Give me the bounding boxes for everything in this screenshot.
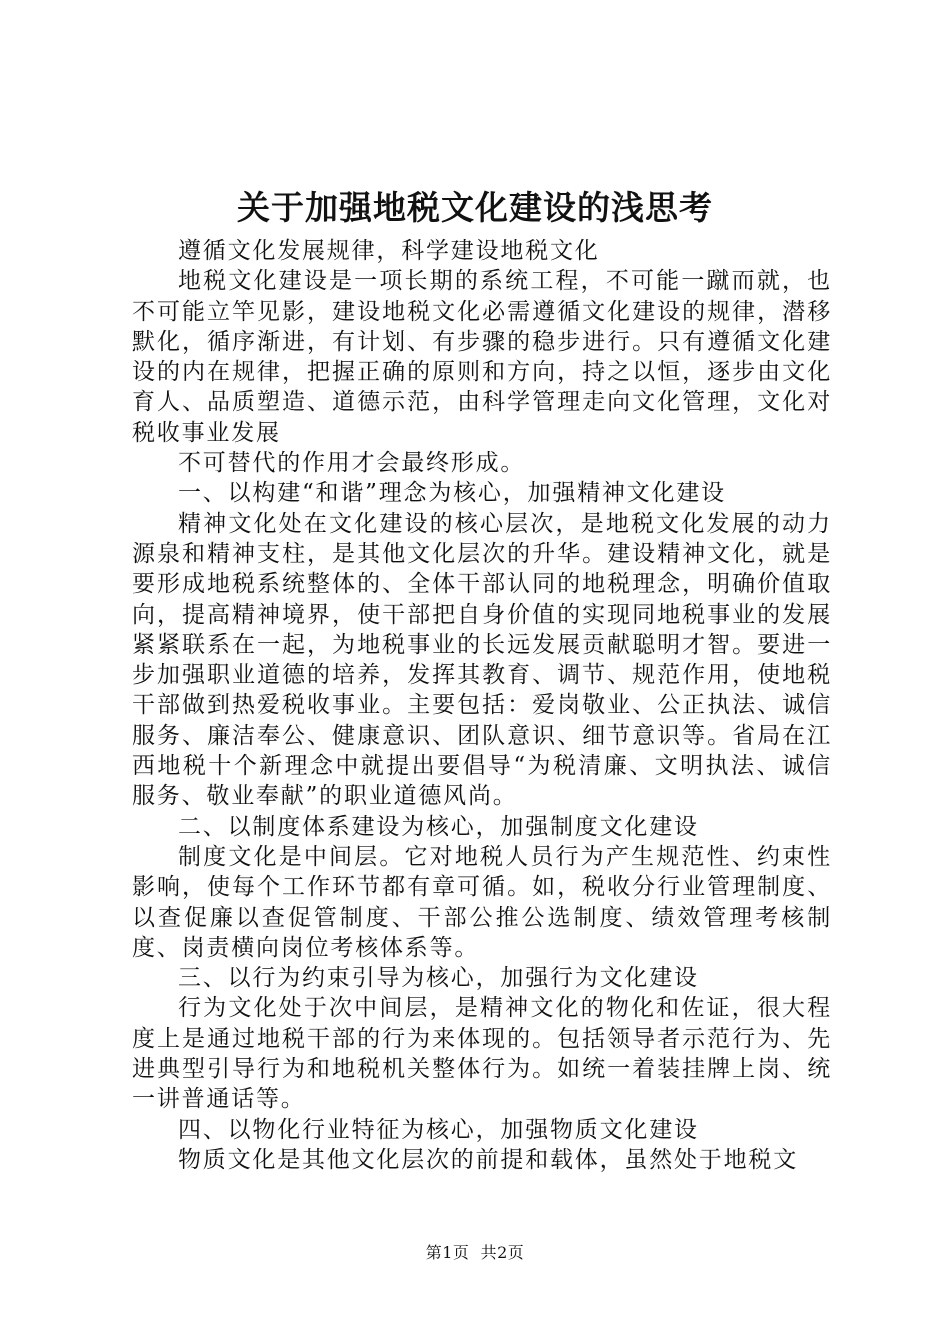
- document-title: 关于加强地税文化建设的浅思考: [237, 188, 713, 227]
- section-heading-2: 二、以制度体系建设为核心，加强制度文化建设: [178, 813, 699, 840]
- section-heading-3: 三、以行为约束引导为核心，加强行为文化建设: [178, 965, 699, 992]
- section-heading-4: 四、以物化行业特征为核心，加强物质文化建设: [178, 1116, 699, 1143]
- section-heading-1: 一、以构建“和谐”理念为核心，加强精神文化建设: [178, 480, 726, 507]
- body-paragraph: 行为文化处于次中间层，是精神文化的物化和佐证，很大程度上是通过地税干部的行为来体现的。包括领导者示范行为、先进典型引导行为和地税机关整体行为。如统一着装挂牌上岗、统一讲普通话等。: [132, 995, 832, 1113]
- document-body: [132, 236, 832, 1175]
- section-heading-intro: 遵循文化发展规律，科学建设地税文化: [178, 238, 600, 264]
- body-paragraph: 物质文化是其他文化层次的前提和载体，虽然处于地税文: [178, 1146, 798, 1173]
- page-number-footer: 第1页 共2页: [425, 1243, 525, 1262]
- body-paragraph: 制度文化是中间层。它对地税人员行为产生规范性、约束性影响，使每个工作环节都有章可循。如，税收分行业管理制度、以查促廉以查促管制度、干部公推公选制度、绩效管理考核制度、岗责横向岗位考核体系等。: [132, 843, 832, 961]
- body-paragraph: 精神文化处在文化建设的核心层次，是地税文化发展的动力源泉和精神支柱，是其他文化层次的升华。建设精神文化，就是要形成地税系统整体的、全体干部认同的地税理念，明确价值取向，提高精神境界，使干部把自身价值的实现同地税事业的发展紧紧联系在一起，为地税事业的长远发展贡献聪明才智。要进一步加强职业道德的培养，发挥其教育、调节、规范作用，使地税干部做到热爱税收事业。主要包括：爱岗敬业、公正执法、诚信服务、廉洁奉公、健康意识、团队意识、细节意识等。省局在江西地税十个新理念中就提出要倡导“为税清廉、文明执法、诚信服务、敬业奉献”的职业道德风尚。: [132, 510, 832, 810]
- body-paragraph: 地税文化建设是一项长期的系统工程，不可能一蹴而就，也不可能立竿见影，建设地税文化必需遵循文化建设的规律，潜移默化，循序渐进，有计划、有步骤的稳步进行。只有遵循文化建设的内在规律，把握正确的原则和方向，持之以恒，逐步由文化育人、品质塑造、道德示范，由科学管理走向文化管理，文化对税收事业发展: [132, 268, 832, 446]
- body-paragraph: 不可替代的作用才会最终形成。: [178, 450, 526, 477]
